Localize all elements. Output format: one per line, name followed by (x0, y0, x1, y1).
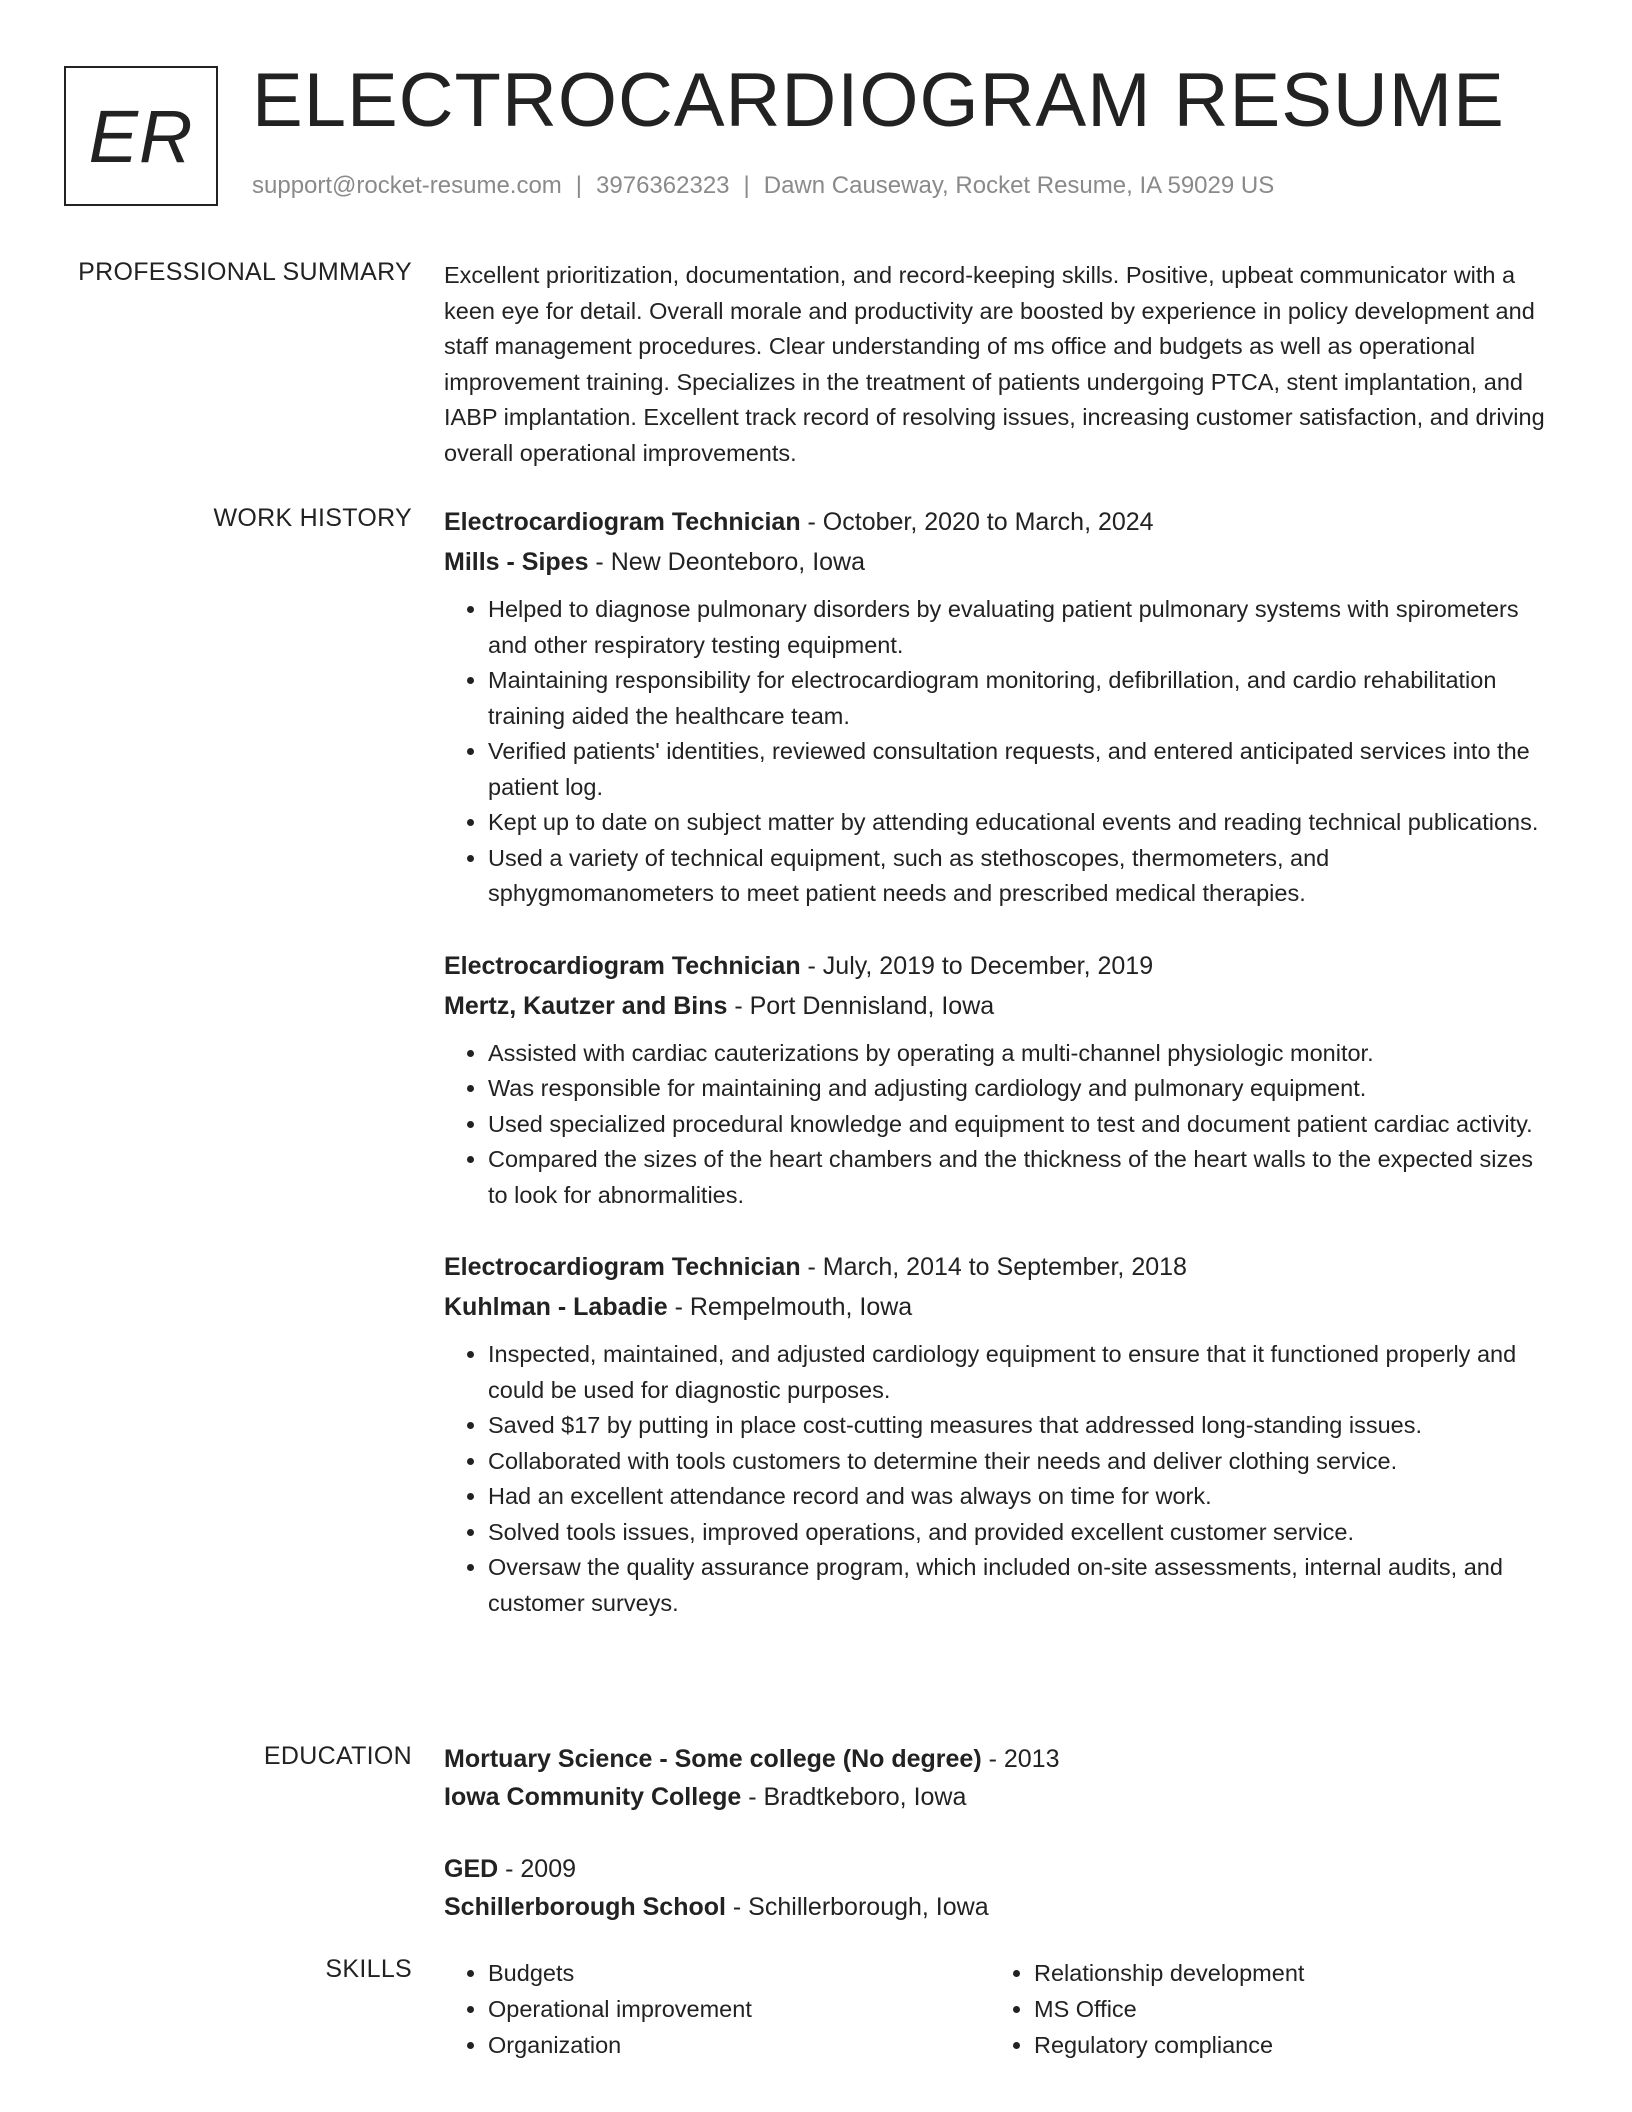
summary-text: Excellent prioritization, documentation, and record-keeping skills. Positive, upbeat communicator with a keen eye for detail. Overall morale and productivity are boosted by experience in policy development and staff management procedures. Clear understanding of ms office and budgets as well as operational improvement training. Specializes in the treatment of patients undergoing PTCA, stent implantation, and IABP implantation. Excellent track record of resolving issues, increasing customer satisfaction, and driving overall operational improvements. (444, 262, 1545, 466)
job-bullet: • Used specialized procedural knowledge and equipment to test and document patient cardiac activity. (488, 1107, 1556, 1143)
education-body (444, 1740, 1556, 1960)
education-school-line (444, 1778, 1556, 1816)
job-entry (444, 946, 1556, 1214)
contact-email: support@rocket-resume.com (252, 172, 562, 199)
education-entry (444, 1850, 1556, 1926)
job-location: - Rempelmouth, Iowa (667, 1293, 913, 1321)
job-bullets (444, 592, 1556, 912)
skills-body (444, 1955, 1556, 2063)
education-degree-line (444, 1850, 1556, 1888)
job-entry (444, 502, 1556, 912)
job-company: Mertz, Kautzer and Bins (444, 991, 728, 1020)
initials-monogram (64, 66, 218, 206)
skill-item: • Regulatory compliance (1034, 2027, 1536, 2063)
job-bullet: • Was responsible for maintaining and adjusting cardiology and pulmonary equipment. (488, 1071, 1556, 1107)
work-history-label: WORK HISTORY (213, 504, 412, 532)
job-bullet: • Oversaw the quality assurance program, which included on-site assessments, internal audits, and customer surveys. (488, 1550, 1556, 1621)
job-bullet: • Collaborated with tools customers to determine their needs and deliver clothing service. (488, 1444, 1556, 1480)
job-title: Electrocardiogram Technician (444, 1253, 801, 1281)
skills-column-left (444, 1955, 990, 2063)
skills-label: SKILLS (325, 1955, 412, 1983)
education-location: - Bradtkeboro, Iowa (741, 1783, 967, 1811)
education-school-line (444, 1888, 1556, 1926)
skills-list (444, 1955, 990, 2063)
skill-item: • Relationship development (1034, 1955, 1536, 1991)
job-dates: - October, 2020 to March, 2024 (800, 508, 1154, 536)
contact-separator: | (743, 172, 750, 199)
contact-separator: | (575, 172, 583, 199)
job-bullet: • Saved $17 by putting in place cost-cutting measures that addressed long-standing issues. (488, 1408, 1556, 1444)
education-degree: Mortuary Science - Some college (No degree) (444, 1745, 982, 1773)
education-entry (444, 1740, 1556, 1816)
job-title: Electrocardiogram Technician (444, 951, 801, 980)
skill-item: • Budgets (488, 1955, 990, 1991)
skills-column-right (990, 1955, 1536, 2063)
job-entry (444, 1247, 1556, 1621)
job-location: - New Deonteboro, Iowa (588, 548, 866, 576)
job-title-line (444, 1247, 1556, 1287)
education-school: Schillerborough School (444, 1893, 726, 1921)
job-bullets (444, 1337, 1556, 1621)
job-bullet: • Maintaining responsibility for electrocardiogram monitoring, defibrillation, and cardio rehabilitation training aided the healthcare team. (488, 663, 1556, 734)
job-bullet: • Verified patients' identities, reviewed consultation requests, and entered anticipated services into the patient log. (488, 734, 1556, 805)
job-company-line (444, 542, 1556, 582)
job-bullet: • Helped to diagnose pulmonary disorders by evaluating patient pulmonary systems with spirometers and other respiratory testing equipment. (488, 592, 1556, 663)
skill-item: • Operational improvement (488, 1991, 990, 2027)
work-history-body (444, 502, 1556, 1655)
summary-label: PROFESSIONAL SUMMARY (78, 258, 412, 286)
job-company: Mills - Sipes (444, 548, 589, 576)
job-dates: - July, 2019 to December, 2019 (800, 951, 1154, 980)
contact-address: Dawn Causeway, Rocket Resume, IA 59029 US (763, 172, 1275, 199)
education-location: - Schillerborough, Iowa (725, 1893, 989, 1921)
education-label: EDUCATION (263, 1742, 412, 1770)
skills-grid (444, 1955, 1556, 2063)
education-year: - 2013 (981, 1745, 1060, 1773)
job-bullet: • Used a variety of technical equipment, such as stethoscopes, thermometers, and sphygmomanometers to meet patient needs and prescribed medical therapies. (488, 841, 1556, 912)
initials: ER (88, 94, 194, 178)
job-title-line (444, 502, 1556, 542)
job-title-line (444, 946, 1556, 986)
job-bullet: • Inspected, maintained, and adjusted cardiology equipment to ensure that it functioned properly and could be used for diagnostic purposes. (488, 1337, 1556, 1408)
job-dates: - March, 2014 to September, 2018 (800, 1253, 1187, 1281)
job-company-line (444, 986, 1556, 1026)
job-bullet: • Kept up to date on subject matter by attending educational events and reading technical publications. (488, 805, 1556, 841)
job-bullet: • Assisted with cardiac cauterizations by operating a multi-channel physiologic monitor. (488, 1036, 1556, 1072)
resume-title: ELECTROCARDIOGRAM RESUME (252, 58, 1505, 143)
job-bullets (444, 1036, 1556, 1214)
education-degree: GED (444, 1855, 499, 1883)
skill-item: • MS Office (1034, 1991, 1536, 2027)
contact-line (252, 172, 1274, 200)
education-school: Iowa Community College (444, 1783, 742, 1811)
job-title: Electrocardiogram Technician (444, 508, 801, 536)
contact-phone: 3976362323 (596, 172, 730, 199)
skills-list (990, 1955, 1536, 2063)
job-bullet: • Had an excellent attendance record and was always on time for work. (488, 1479, 1556, 1515)
job-location: - Port Dennisland, Iowa (727, 991, 995, 1020)
job-company: Kuhlman - Labadie (444, 1293, 668, 1321)
job-bullet: • Solved tools issues, improved operations, and provided excellent customer service. (488, 1515, 1556, 1551)
education-year: - 2009 (498, 1855, 577, 1883)
education-degree-line (444, 1740, 1556, 1778)
job-bullet: • Compared the sizes of the heart chambers and the thickness of the heart walls to the expected sizes to look for abnormalities. (488, 1142, 1556, 1213)
job-company-line (444, 1287, 1556, 1327)
skill-item: • Organization (488, 2027, 990, 2063)
